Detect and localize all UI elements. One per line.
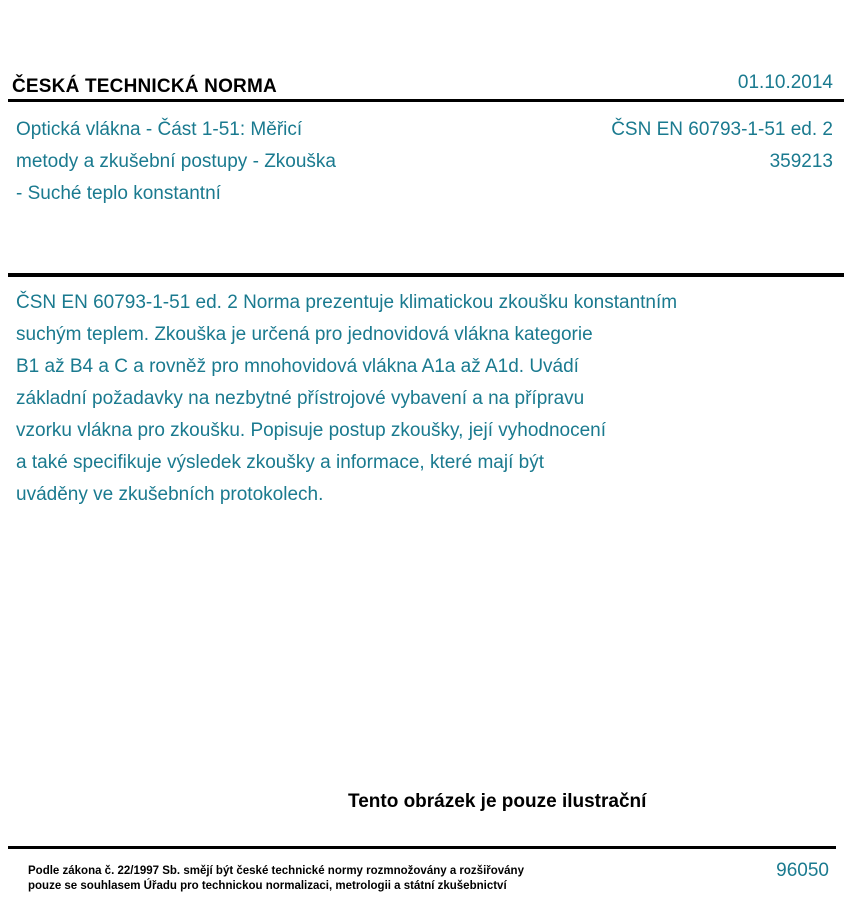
section-divider <box>8 273 844 277</box>
abstract <box>16 287 806 511</box>
abstract-line: B1 až B4 a C a rovněž pro mnohovidová vlákna A1a až A1d. Uvádí <box>16 356 579 377</box>
abstract-line: uváděny ve zkušebních protokolech. <box>16 484 324 505</box>
publication-date: 01.10.2014 <box>737 72 833 93</box>
header-divider <box>8 99 844 102</box>
document-title <box>16 114 436 210</box>
document-title-line: metody a zkušební postupy - Zkouška <box>16 151 336 172</box>
abstract-line: ČSN EN 60793-1-51 ed. 2 Norma prezentuje klimatickou zkoušku konstantním <box>16 292 678 313</box>
document-title-line: - Suché teplo konstantní <box>16 183 221 204</box>
abstract-line: základní požadavky na nezbytné přístrojové vybavení a na přípravu <box>16 388 585 409</box>
document-title-line: Optická vlákna - Část 1-51: Měřicí <box>16 119 303 140</box>
document-identifiers <box>611 114 833 178</box>
document-number: 96050 <box>776 860 829 881</box>
abstract-line: a také specifikuje výsledek zkoušky a informace, které mají být <box>16 452 545 473</box>
footer-divider <box>8 846 836 849</box>
standard-code: ČSN EN 60793-1-51 ed. 2 <box>611 119 833 140</box>
legal-notice <box>28 864 524 894</box>
class-number: 359213 <box>769 151 833 172</box>
legal-line: pouze se souhlasem Úřadu pro technickou normalizaci, metrologii a státní zkušebnictví <box>28 880 507 892</box>
illustration-note: Tento obrázek je pouze ilustrační <box>348 791 647 812</box>
header-title: ČESKÁ TECHNICKÁ NORMA <box>12 76 277 97</box>
abstract-line: vzorku vlákna pro zkoušku. Popisuje postup zkoušky, její vyhodnocení <box>16 420 607 441</box>
abstract-line: suchým teplem. Zkouška je určená pro jednovidová vlákna kategorie <box>16 324 593 345</box>
legal-line: Podle zákona č. 22/1997 Sb. smějí být české technické normy rozmnožovány a rozšiřovány <box>28 865 524 877</box>
